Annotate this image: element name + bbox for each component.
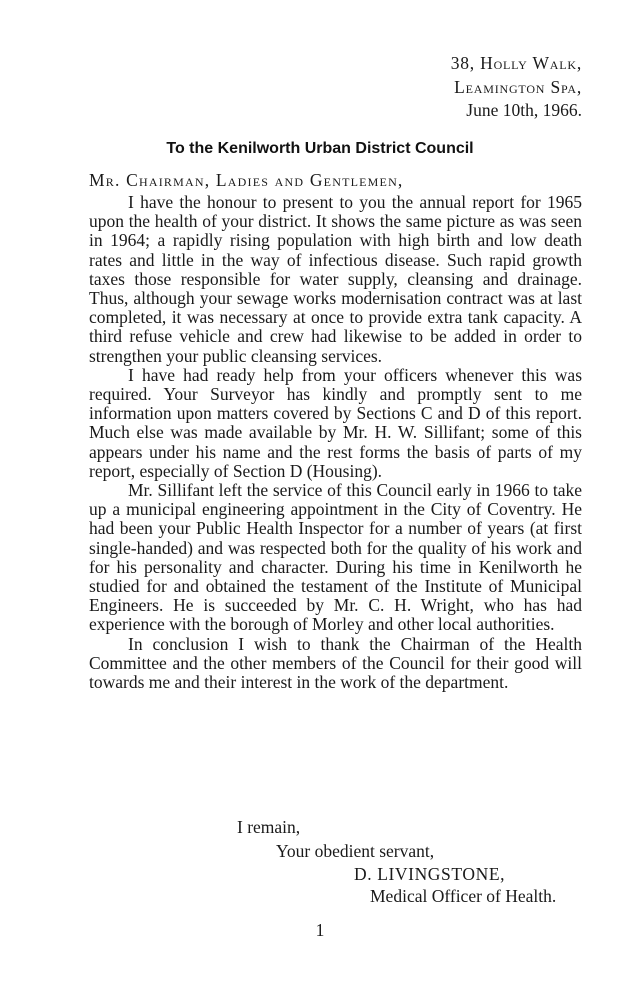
letter-heading: To the Kenilworth Urban District Council <box>166 140 474 157</box>
address-line-2: Leamington Spa, <box>454 76 582 97</box>
page-number: 1 <box>315 920 325 940</box>
letter-date: June 10th, 1966. <box>466 100 582 120</box>
closing-remain: I remain, <box>237 817 301 837</box>
paragraph-2: I have had ready help from your officers whenever this was required. Your Surveyor has kindly and promptly sent to me information upon matters covered by Sections C and D of this report. Much else was made available by Mr. H. W. Sillifant; some of this appears under his name and the rest forms the basis of parts of my report, especially of Section D (Housing). <box>89 364 582 481</box>
signature-title: Medical Officer of Health. <box>370 886 557 906</box>
sender-address <box>451 52 582 123</box>
paragraph-1: I have the honour to present to you the annual report for 1965 upon the health of your district. It shows the same picture as was seen in 1964; a rapidly rising population with high birth and low death rates and little in the way of infectious disease. Such rapid growth taxes those responsible for water supply, cleansing and drainage. Thus, although your sewage works modernisation contract was at last completed, it was necessary at once to provide extra tank capacity. A third refuse vehicle and crew had likewise to be added in order to strengthen your public cleansing services. <box>89 192 582 366</box>
closing-servant: Your obedient servant, <box>276 841 435 861</box>
salutation: Mr. Chairman, Ladies and Gentlemen, <box>89 170 404 190</box>
paragraph-3: Mr. Sillifant left the service of this Council early in 1966 to take up a municipal engineering appointment in the City of Coventry. He had been your Public Health Inspector for a number of years (at first single-handed) and was respected both for the quality of his work and for his personality and character. During his time in Kenilworth he studied for and obtained the testament of the Institute of Municipal Engineers. He is succeeded by Mr. C. H. Wright, who has had experience with the borough of Morley and other local authorities. <box>89 480 582 635</box>
paragraph-4: In conclusion I wish to thank the Chairman of the Health Committee and the other members of the Council for their good will towards me and their interest in the work of the department. <box>89 633 582 693</box>
letter-body <box>89 193 582 692</box>
signature-name: D. LIVINGSTONE, <box>354 864 506 884</box>
address-line-1: 38, Holly Walk, <box>450 53 582 73</box>
